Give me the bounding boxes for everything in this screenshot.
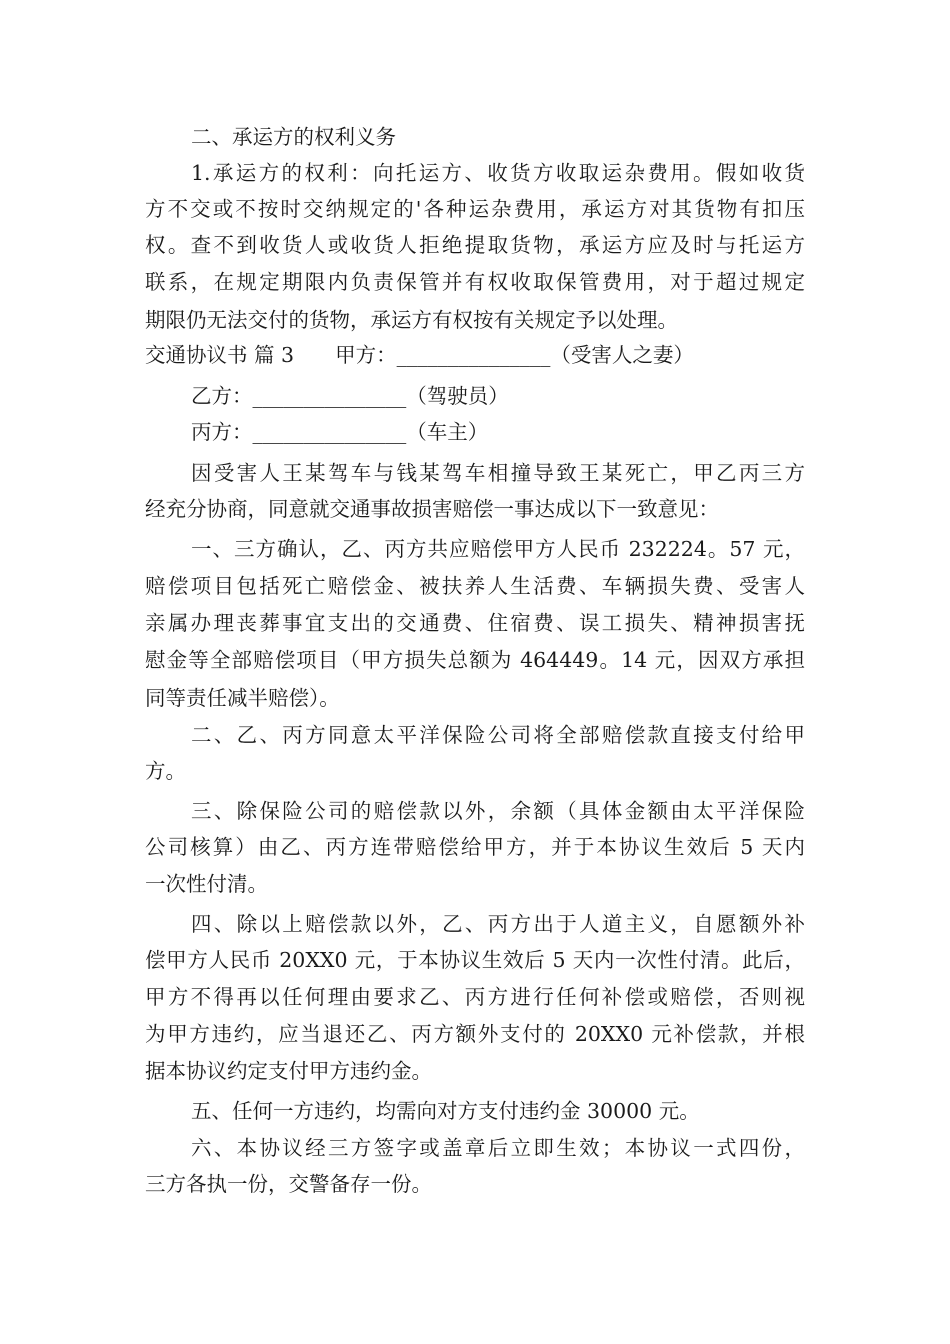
text-line: 为甲方违约，应当退还乙、丙方额外支付的 20XX0 元补偿款，并根 (145, 1022, 805, 1046)
text-line: 一次性付清。 (145, 872, 268, 896)
text-line: 联系，在规定期限内负责保管并有权收取保管费用，对于超过规定 (145, 270, 805, 294)
text-line: 同等责任减半赔偿）。 (145, 686, 340, 710)
text-line: 因受害人王某驾车与钱某驾车相撞导致王某死亡，甲乙丙三方 (191, 461, 805, 485)
text-line: 一、三方确认，乙、丙方共应赔偿甲方人民币 232224。57 元， (191, 537, 805, 561)
text-line: 赔偿项目包括死亡赔偿金、被扶养人生活费、车辆损失费、受害人 (145, 574, 805, 598)
text-line: 慰金等全部赔偿项目（甲方损失总额为 464449。14 元，因双方承担 (145, 648, 805, 672)
text-line: 偿甲方人民币 20XX0 元，于本协议生效后 5 天内一次性付清。此后， (145, 948, 805, 972)
text-line: 交通协议书 篇 3 甲方：_______________（受害人之妻） (145, 343, 694, 367)
text-line: 二、乙、丙方同意太平洋保险公司将全部赔偿款直接支付给甲 (191, 723, 805, 747)
text-line: 经充分协商，同意就交通事故损害赔偿一事达成以下一致意见： (145, 497, 719, 521)
text-line: 1.承运方的权利：向托运方、收货方收取运杂费用。假如收货 (191, 161, 805, 185)
text-line: 权。查不到收货人或收货人拒绝提取货物，承运方应及时与托运方 (145, 233, 805, 257)
text-line: 期限仍无法交付的货物，承运方有权按有关规定予以处理。 (145, 308, 678, 332)
text-line: 五、任何一方违约，均需向对方支付违约金 30000 元。 (191, 1099, 700, 1123)
text-line: 六、本协议经三方签字或盖章后立即生效；本协议一式四份， (191, 1136, 805, 1160)
text-line: 三、除保险公司的赔偿款以外，余额（具体金额由太平洋保险 (191, 799, 805, 823)
text-line: 方不交或不按时交纳规定的'各种运杂费用，承运方对其货物有扣压 (145, 197, 805, 221)
text-line: 甲方不得再以任何理由要求乙、丙方进行任何补偿或赔偿，否则视 (145, 985, 805, 1009)
text-line: 据本协议约定支付甲方违约金。 (145, 1059, 432, 1083)
text-line: 二、承运方的权利义务 (191, 125, 396, 149)
text-line: 方。 (145, 759, 186, 783)
text-line: 公司核算）由乙、丙方连带赔偿给甲方，并于本协议生效后 5 天内 (145, 835, 805, 859)
text-line: 三方各执一份，交警备存一份。 (145, 1172, 432, 1196)
text-line: 丙方：_______________（车主） (191, 420, 489, 444)
text-line: 四、除以上赔偿款以外，乙、丙方出于人道主义，自愿额外补 (191, 912, 805, 936)
text-line: 乙方：_______________（驾驶员） (191, 384, 509, 408)
text-line: 亲属办理丧葬事宜支出的交通费、住宿费、误工损失、精神损害抚 (145, 611, 805, 635)
